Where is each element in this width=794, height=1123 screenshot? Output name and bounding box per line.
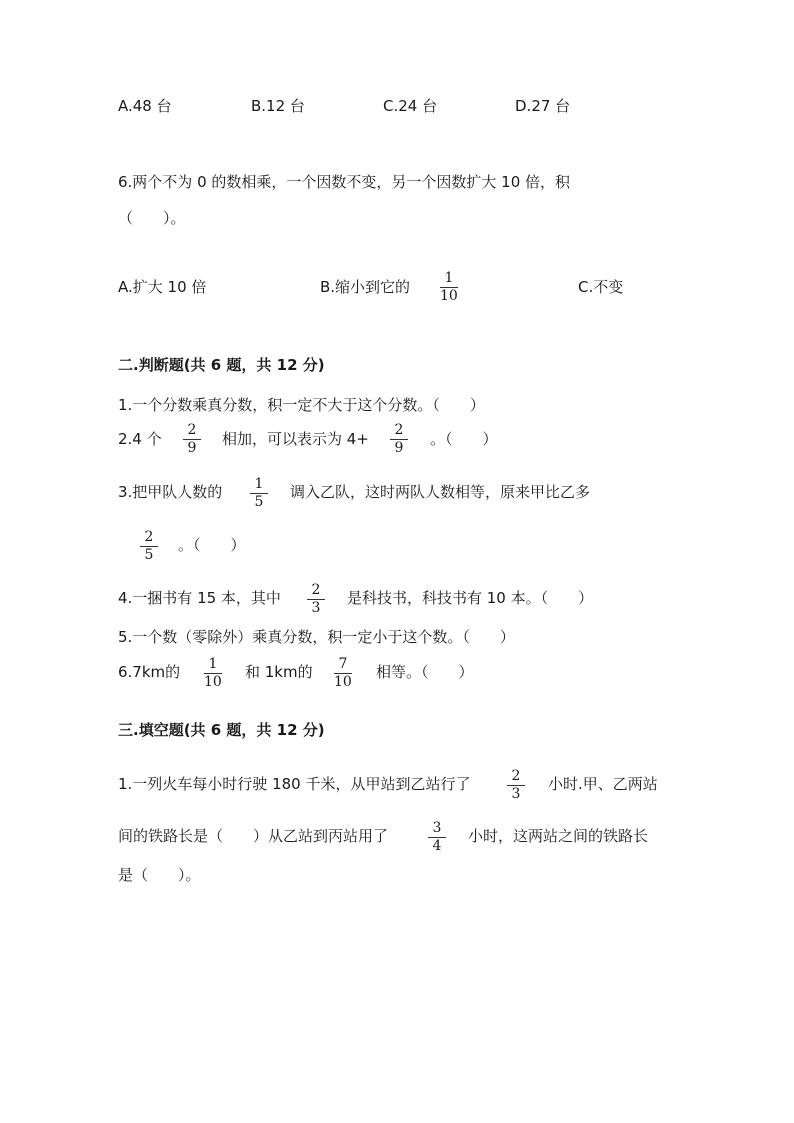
fraction-denominator: 9 — [187, 440, 197, 456]
fraction-denominator: 4 — [432, 838, 442, 854]
q6-stem: 6.两个不为 0 的数相乘，一个因数不变，另一个因数扩大 10 倍，积 — [118, 173, 571, 191]
s2-q2-part3: 。（ ） — [430, 430, 498, 448]
s2-q3-fraction-1 — [250, 477, 268, 510]
s3-q1-part3: 间的铁路长是（ ）从乙站到丙站用了 — [118, 827, 389, 845]
s3-q1-fraction-2 — [428, 821, 446, 854]
fraction-numerator: 2 — [394, 422, 404, 438]
s2-q3-fraction-2 — [140, 530, 158, 563]
fraction-numerator: 2 — [187, 422, 197, 438]
q5-option-b: B.12 台 — [251, 97, 305, 115]
q6-option-c: C.不变 — [578, 278, 624, 296]
q6-option-a: A.扩大 10 倍 — [118, 278, 207, 296]
s2-q4-part1: 4.一捆书有 15 本，其中 — [118, 589, 281, 607]
s3-q1-part1: 1.一列火车每小时行驶 180 千米，从甲站到乙站行了 — [118, 775, 471, 793]
s2-q4-fraction-1 — [307, 583, 325, 616]
fraction-numerator: 2 — [311, 582, 321, 598]
fraction-denominator: 5 — [144, 547, 154, 563]
fraction-denominator: 9 — [394, 440, 404, 456]
s2-q2-fraction-2 — [390, 423, 408, 456]
fraction-numerator: 1 — [254, 476, 264, 492]
q5-option-d: D.27 台 — [515, 97, 571, 115]
q5-option-a: A.48 台 — [118, 97, 172, 115]
s2-q2-part2: 相加，可以表示为 4+ — [222, 430, 369, 448]
fraction-denominator: 10 — [204, 674, 222, 690]
section2-heading: 二.判断题(共 6 题，共 12 分) — [118, 356, 325, 374]
s2-q4-part2: 是科技书，科技书有 10 本。（ ） — [347, 589, 594, 607]
s2-q6-fraction-1 — [201, 657, 225, 690]
fraction-numerator: 1 — [208, 656, 218, 672]
fraction-denominator: 3 — [311, 600, 321, 616]
s3-q1-part4: 小时，这两站之间的铁路长 — [468, 827, 649, 845]
s3-q1-fraction-1 — [507, 769, 525, 802]
q6-blank: （ ）。 — [118, 209, 186, 227]
s2-q2-fraction-1 — [183, 423, 201, 456]
q5-option-c: C.24 台 — [383, 97, 438, 115]
s2-q6-fraction-2 — [331, 657, 355, 690]
q6-option-b: B.缩小到它的 — [320, 278, 411, 296]
fraction-numerator: 7 — [338, 656, 348, 672]
s2-q1: 1.一个分数乘真分数，积一定不大于这个分数。（ ） — [118, 396, 485, 414]
s2-q6-part1: 6.7km的 — [118, 663, 181, 681]
s2-q3-part3: 。（ ） — [178, 536, 246, 554]
s2-q6-part3: 相等。（ ） — [376, 663, 474, 681]
fraction-numerator: 3 — [432, 820, 442, 836]
fraction-numerator: 1 — [444, 270, 454, 286]
fraction-denominator: 5 — [254, 494, 264, 510]
fraction-denominator: 10 — [334, 674, 352, 690]
fraction-denominator: 3 — [511, 786, 521, 802]
s3-q1-part2: 小时.甲、乙两站 — [548, 775, 658, 793]
fraction-numerator: 2 — [511, 768, 521, 784]
s2-q6-part2: 和 1km的 — [245, 663, 313, 681]
fraction-numerator: 2 — [144, 529, 154, 545]
s2-q3-part2: 调入乙队，这时两队人数相等，原来甲比乙多 — [290, 483, 591, 501]
section3-heading: 三.填空题(共 6 题，共 12 分) — [118, 721, 325, 739]
s2-q5: 5.一个数（零除外）乘真分数，积一定小于这个数。（ ） — [118, 628, 515, 646]
s2-q2-part1: 2.4 个 — [118, 430, 162, 448]
fraction-denominator: 10 — [440, 288, 458, 304]
s2-q3-part1: 3.把甲队人数的 — [118, 483, 223, 501]
q6-option-b-fraction — [437, 271, 461, 304]
s3-q1-part5: 是（ ）。 — [118, 866, 201, 884]
